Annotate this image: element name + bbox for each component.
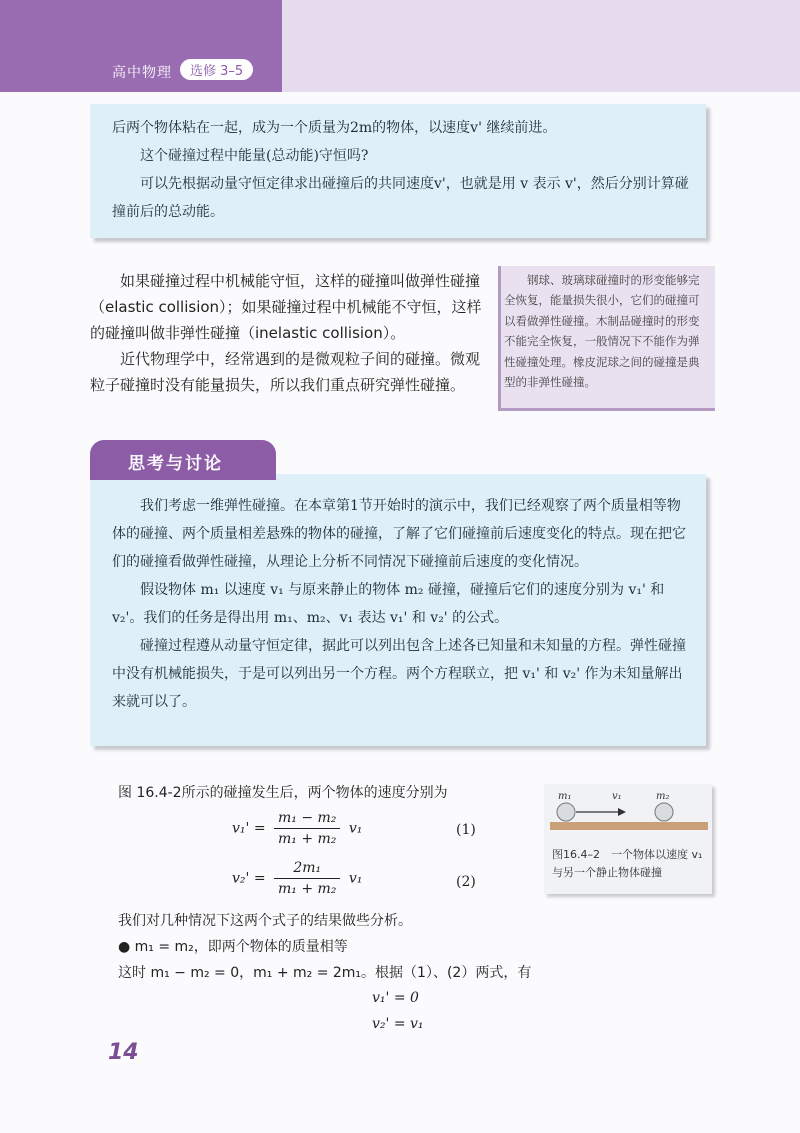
page-number: 14 <box>108 1040 139 1065</box>
discussion-label: 思考与讨论 <box>128 454 223 474</box>
ball-m1 <box>557 803 575 821</box>
discussion-paragraph-2: 假设物体 m₁ 以速度 v₁ 与原来静止的物体 m₂ 碰撞，碰撞后它们的速度分别为 v₁' 和 v₂'。我们的任务是得出用 m₁、m₂、v₁ 表达 v₁' 和 v₂' 的公式。 <box>112 582 665 626</box>
question-line-2: 这个碰撞过程中能量(总动能)守恒吗? <box>140 148 369 164</box>
side-note-text: 钢球、玻璃球碰撞时的形变能够完全恢复，能量损失很小，它们的碰撞可以看做弹性碰撞。木制品碰撞时的形变不能完全恢复，一般情况下不能作为弹性碰撞处理。橡皮泥球之间的碰撞是典型的非弹性碰撞。 <box>504 273 700 390</box>
discussion-paragraph-1: 我们考虑一维弹性碰撞。在本章第1节开始时的演示中，我们已经观察了两个质量相等物体的碰撞、两个质量相差悬殊的物体的碰撞，了解了它们碰撞前后速度变化的特点。现在把它们的碰撞看做弹性碰撞，从理论上分析不同情况下碰撞前后速度的变化情况。 <box>112 498 686 570</box>
equation-2-denominator: m₁ + m₂ <box>278 881 337 897</box>
equation-2-lhs: v₂' = <box>232 870 266 887</box>
question-line-1: 后两个物体粘在一起，成为一个质量为2m的物体，以速度v' 继续前进。 <box>112 120 557 136</box>
velocity-arrow-head <box>618 808 626 816</box>
equation-2-tail: v₁ <box>348 870 363 887</box>
question-box-text <box>112 114 692 226</box>
equation-1-numerator: m₁ − m₂ <box>274 808 340 829</box>
equation-1-lhs: v₁' = <box>232 820 266 837</box>
discussion-paragraph-3: 碰撞过程遵从动量守恒定律，据此可以列出包含上述各已知量和未知量的方程。弹性碰撞中没有机械能损失，于是可以列出另一个方程。两个方程联立，把 v₁' 和 v₂' 作为未知量解出来就可以了。 <box>112 638 686 710</box>
analysis-bullet: ● m₁ = m₂，即两个物体的质量相等 <box>118 939 348 955</box>
ball-m2 <box>655 803 673 821</box>
equation-1-denominator: m₁ + m₂ <box>278 831 337 847</box>
volume-badge: 选修 3–5 <box>180 59 253 80</box>
analysis-line-2: 这时 m₁ − m₂ = 0，m₁ + m₂ = 2m₁。根据（1）、(2）两式，有 <box>118 965 532 981</box>
ground-surface <box>550 822 708 830</box>
equation-1-tail: v₁ <box>348 820 363 837</box>
equation-1-number: (1) <box>456 822 476 838</box>
discussion-text <box>112 492 692 716</box>
question-line-3: 可以先根据动量守恒定律求出碰撞后的共同速度v'，也就是用 v 表示 v'，然后分别计算碰撞前后的总动能。 <box>112 176 689 220</box>
analysis-intro: 图 16.4-2所示的碰撞发生后，两个物体的速度分别为 <box>118 785 448 801</box>
label-m1: m₁ <box>558 791 572 802</box>
result-2: v₂' = v₁ <box>372 1016 424 1032</box>
equation-2 <box>232 858 362 899</box>
main-text <box>90 268 490 398</box>
main-paragraph-2: 近代物理学中，经常遇到的是微观粒子间的碰撞。微观粒子碰撞时没有能量损失，所以我们重点研究弹性碰撞。 <box>90 350 481 394</box>
equation-1 <box>232 808 362 849</box>
equation-2-number: (2) <box>456 874 476 890</box>
main-paragraph-1: 如果碰撞过程中机械能守恒，这样的碰撞叫做弹性碰撞（elastic collision）；如果碰撞过程中机械能不守恒，这样的碰撞叫做非弹性碰撞（inelastic collision）。 <box>90 272 482 342</box>
label-v1: v₁ <box>612 791 622 802</box>
equation-1-fraction <box>274 808 340 849</box>
analysis-line-1: 我们对几种情况下这两个式子的结果做些分析。 <box>118 913 412 929</box>
equation-2-fraction <box>274 858 340 899</box>
result-1: v₁' = 0 <box>372 990 419 1006</box>
collision-figure <box>544 784 712 846</box>
book-title: 高中物理 <box>112 65 172 81</box>
figure-caption: 图16.4–2 一个物体以速度 v₁ 与另一个静止物体碰撞 <box>552 848 703 879</box>
label-m2: m₂ <box>656 791 670 802</box>
equation-2-numerator: 2m₁ <box>274 858 340 879</box>
